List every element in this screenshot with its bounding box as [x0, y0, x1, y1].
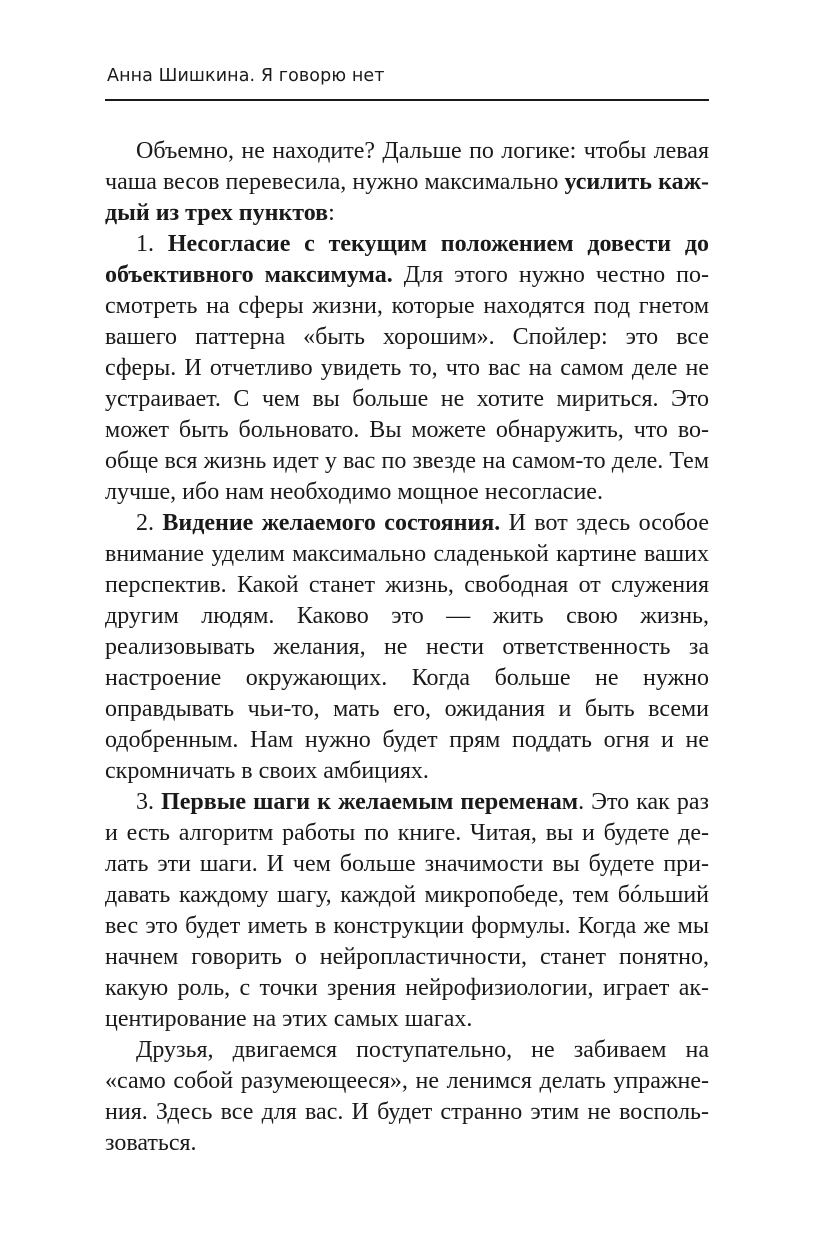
item-2-text: И вот здесь особое внимание уделим максимально сладенькой картине ваших перспектив. Какой станет жизнь, свободная от служения другим людям. Каково это — жить свою жизнь, реализовывать желания, не нести ответственность за настроение окружающих. Когда больше не нужно оправдывать чьи-то, мать его, ожидания и быть всеми одобренным. Нам нужно будет прям поддать огня и не скромничать в своих амбициях.: [105, 510, 709, 784]
paragraph-item-2: [105, 508, 709, 787]
item-1-heading: Несогласие с текущим положением довести до объективного максимума.: [105, 231, 710, 288]
text-body: [105, 136, 709, 1159]
running-header: Анна Шишкина. Я говорю нет: [107, 66, 385, 86]
paragraph-intro: [105, 136, 709, 229]
item-1-number: 1.: [136, 231, 168, 257]
paragraph-closing: [105, 1035, 709, 1159]
paragraph-item-1: [105, 229, 709, 508]
paragraph-item-3: [105, 787, 709, 1035]
item-1-text: Для этого нужно честно посмотреть на сферы жизни, которые находятся под гнетом вашего паттерна «быть хорошим». Спойлер: это все сферы. И отчетливо увидеть то, что вас на самом деле не устраивает. С чем вы больше не хотите мириться. Это может быть больновато. Вы можете обнаружить, что вообще вся жизнь идет у вас по звезде на самом-то деле. Тем лучше, ибо нам необходимо мощное несогласие.: [105, 262, 709, 505]
item-2-number: 2.: [136, 510, 163, 536]
item-3-number: 3.: [136, 789, 162, 815]
closing-text: Друзья, двигаемся поступательно, не забиваем на «само собой разумеющееся», не ленимся делать упражнения. Здесь все для вас. И будет странно этим не воспользоваться.: [105, 1037, 709, 1156]
intro-text-end: :: [328, 200, 335, 226]
item-3-heading: Первые шаги к желаемым переменам: [161, 789, 579, 815]
item-3-text: . Это как раз и есть алгоритм работы по книге. Читая, вы и будете делать эти шаги. И чем больше значимости вы будете придавать каждому шагу, каждой микропобеде, тем бóльший вес это будет иметь в конструкции формулы. Когда же мы начнем говорить о нейропластичности, станет понятно, какую роль, с точки зрения нейрофизиологии, играет акцентирование на этих самых шагах.: [105, 789, 710, 1032]
item-2-heading: Видение желаемого состояния.: [162, 510, 501, 536]
header-rule: [105, 99, 709, 101]
intro-text-start: Объемно, не находите? Дальше по логике: чтобы левая чаша весов перевесила, нужно максимально: [105, 138, 709, 195]
intro-emphasis: усилить каждый из трех пунктов: [105, 169, 709, 226]
